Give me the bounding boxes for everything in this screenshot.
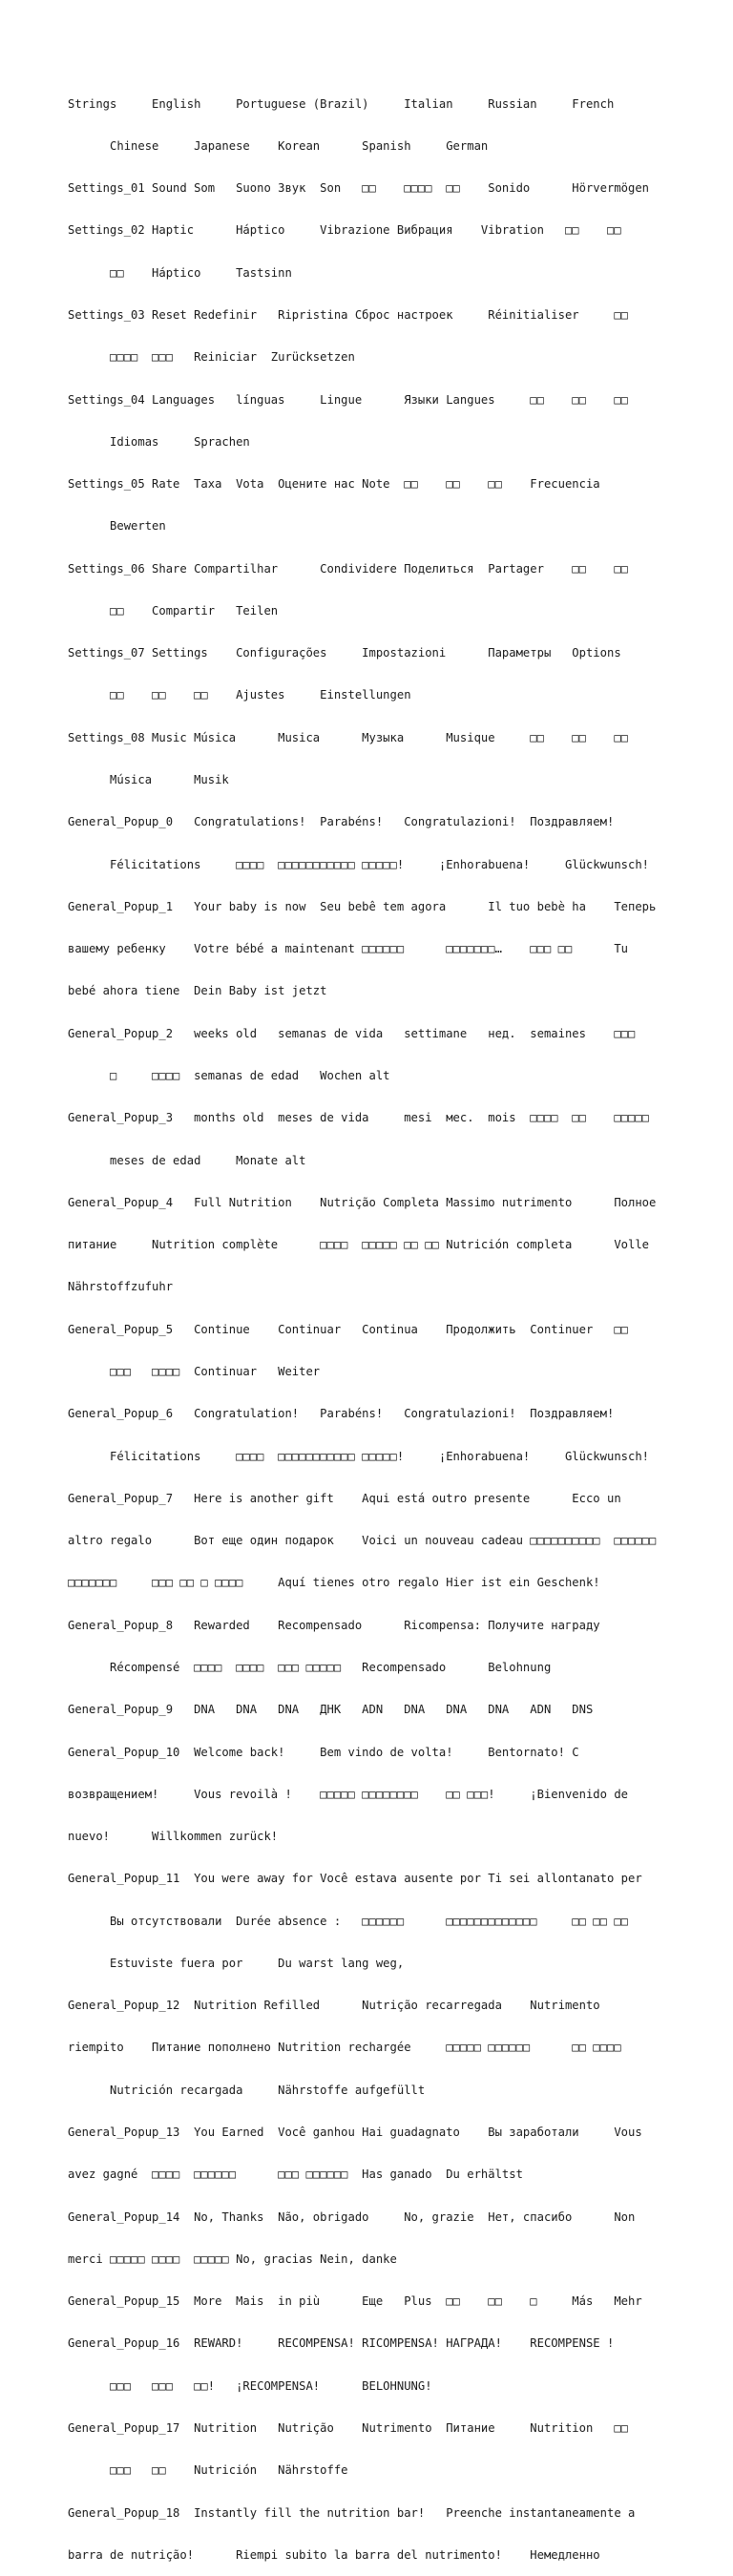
text-line: Settings_01 Sound Som Suono Звук Son □□ □□□□ □□ Sonido Hörvermögen	[68, 181, 650, 196]
text-line: General_Popup_5 Continue Continuar Continua Продолжить Continuer □□	[68, 1322, 628, 1336]
text-line: meses de edad Monate alt	[68, 1153, 306, 1167]
text-line: General_Popup_2 weeks old semanas de vida settimane нед. semaines □□□	[68, 1026, 636, 1040]
text-line: питание Nutrition complète □□□□ □□□□□ □□ □□ Nutrición completa Volle	[68, 1238, 650, 1252]
text-line: □□□ □□□ □□! ¡RECOMPENSA! BELOHNUNG!	[68, 2378, 432, 2393]
text-line: Settings_07 Settings Configurações Impostazioni Параметры Options	[68, 646, 621, 660]
text-line: Strings English Portuguese (Brazil) Italian Russian French	[68, 96, 615, 111]
text-line: General_Popup_1 Your baby is now Seu bebê tem agora Il tuo bebè ha Теперь	[68, 899, 657, 913]
text-line: General_Popup_8 Rewarded Recompensado Ricompensa: Получите награду	[68, 1618, 600, 1632]
text-line: altro regalo Вот еще один подарок Voici un nouveau cadeau □□□□□□□□□□ □□□□□□	[68, 1534, 657, 1548]
text-line: General_Popup_6 Congratulation! Parabéns! Congratulazioni! Поздравляем!	[68, 1407, 615, 1421]
text-line: General_Popup_13 You Earned Você ganhou Hai guadagnato Вы заработали Vous	[68, 2126, 642, 2140]
text-line: General_Popup_14 No, Thanks Não, obrigado No, grazie Нет, спасибо Non	[68, 2209, 636, 2224]
text-line: General_Popup_11 You were away for Você estava ausente por Ti sei allontanato per	[68, 1872, 642, 1886]
text-line: Félicitations □□□□ □□□□□□□□□□□ □□□□□! ¡Enhorabuena! Glückwunsch!	[68, 857, 650, 871]
text-line: General_Popup_10 Welcome back! Bem vindo de volta! Bentornato! С	[68, 1745, 579, 1759]
text-line: Вы отсутствовали Durée absence : □□□□□□ □□□□□□□□□□□□□ □□ □□ □□	[68, 1914, 628, 1928]
text-line: General_Popup_12 Nutrition Refilled Nutrição recarregada Nutrimento	[68, 1999, 600, 2013]
text-line: Settings_08 Music Música Musica Музыка Musique □□ □□ □□	[68, 730, 628, 744]
text-line: General_Popup_9 DNA DNA DNA ДНК ADN DNA DNA DNA ADN DNS	[68, 1703, 594, 1717]
text-line: возвращением! Vous revoilà ! □□□□□ □□□□□□□□ □□ □□□! ¡Bienvenido de	[68, 1787, 628, 1801]
text-line: Settings_04 Languages línguas Lingue Языки Langues □□ □□ □□	[68, 392, 628, 407]
text-line: □□□ □□ Nutrición Nährstoffe	[68, 2463, 348, 2478]
text-line: Settings_03 Reset Redefinir Ripristina Сброс настроек Réinitialiser □□	[68, 307, 628, 322]
text-line: General_Popup_16 REWARD! RECOMPENSA! RICOMPENSA! НАГРАДА! RECOMPENSE !	[68, 2336, 615, 2351]
text-line: Idiomas Sprachen	[68, 434, 250, 449]
text-line: General_Popup_18 Instantly fill the nutrition bar! Preenche instantaneamente a	[68, 2505, 636, 2520]
text-line: avez gagné □□□□ □□□□□□ □□□ □□□□□□ Has ganado Du erhältst	[68, 2168, 523, 2182]
text-line: Estuviste fuera por Du warst lang weg,	[68, 1956, 405, 1970]
text-line: Settings_06 Share Compartilhar Condividere Поделиться Partager □□ □□	[68, 561, 628, 576]
text-line: Bewerten	[68, 519, 166, 534]
text-line: □□□ □□□□ Continuar Weiter	[68, 1364, 321, 1378]
text-line: □□ Compartir Teilen	[68, 603, 279, 618]
text-line: General_Popup_15 More Mais in più Еще Plus □□ □□ □ Más Mehr	[68, 2294, 642, 2309]
text-line: Settings_02 Haptic Háptico Vibrazione Вибрация Vibration □□ □□	[68, 223, 621, 238]
text-line: Chinese Japanese Korean Spanish German	[68, 138, 489, 153]
text-line: □ □□□□ semanas de edad Wochen alt	[68, 1069, 390, 1082]
text-line: □□□□□□□ □□□ □□ □ □□□□ Aquí tienes otro regalo Hier ist ein Geschenk!	[68, 1576, 600, 1590]
text-line: Félicitations □□□□ □□□□□□□□□□□ □□□□□! ¡Enhorabuena! Glückwunsch!	[68, 1449, 650, 1463]
text-line: Settings_05 Rate Taxa Vota Оцените нас Note □□ □□ □□ Frecuencia	[68, 477, 600, 492]
text-line: General_Popup_7 Here is another gift Aqui está outro presente Ecco un	[68, 1491, 621, 1505]
text-line: Nutrición recargada Nährstoffe aufgefüllt	[68, 2083, 426, 2097]
text-line: General_Popup_17 Nutrition Nutrição Nutrimento Питание Nutrition □□	[68, 2421, 628, 2435]
text-line: вашему ребенку Votre bébé a maintenant □□□□□□ □□□□□□□… □□□ □□ Tu	[68, 942, 628, 956]
text-line: General_Popup_0 Congratulations! Parabéns! Congratulazioni! Поздравляем!	[68, 815, 615, 829]
text-line: Récompensé □□□□ □□□□ □□□ □□□□□ Recompensado Belohnung	[68, 1660, 552, 1674]
text-line: □□ □□ □□ Ajustes Einstellungen	[68, 688, 411, 702]
text-line: General_Popup_4 Full Nutrition Nutrição Completa Massimo nutrimento Полное	[68, 1195, 657, 1209]
text-line: riempito Питание пополнено Nutrition rechargée □□□□□ □□□□□□ □□ □□□□	[68, 2041, 621, 2055]
text-line: Música Musik	[68, 773, 229, 787]
text-line: nuevo! Willkommen zurück!	[68, 1830, 279, 1844]
text-line: □□ Háptico Tastsinn	[68, 265, 292, 280]
text-line: General_Popup_3 months old meses de vida mesi мес. mois □□□□ □□ □□□□□	[68, 1111, 650, 1125]
text-line: barra de nutrição! Riempi subito la barra del nutrimento! Немедленно	[68, 2547, 600, 2562]
localization-strings-table	[68, 69, 667, 2576]
text-line: merci □□□□□ □□□□ □□□□□ No, gracias Nein, danke	[68, 2251, 397, 2266]
text-line: bebé ahora tiene Dein Baby ist jetzt	[68, 984, 327, 998]
text-line: Nährstoffzufuhr	[68, 1280, 174, 1294]
text-line: □□□□ □□□ Reiniciar Zurücksetzen	[68, 350, 355, 365]
